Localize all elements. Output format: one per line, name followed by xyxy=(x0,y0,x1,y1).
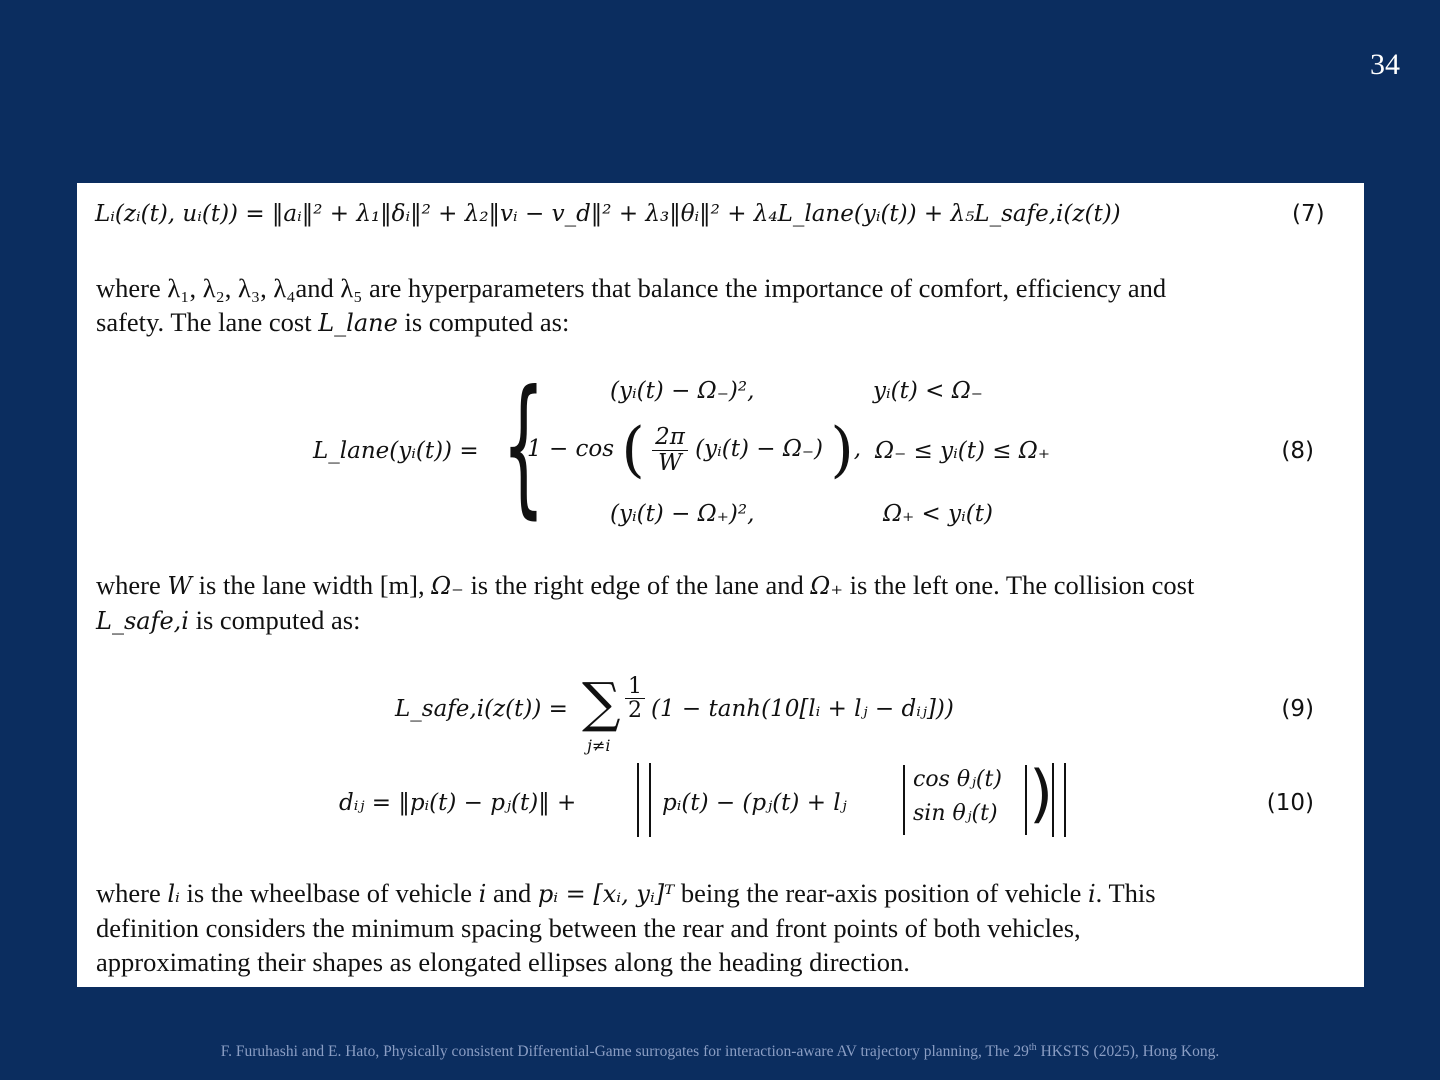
equation-7: Lᵢ(zᵢ(t), uᵢ(t)) = ‖aᵢ‖² + λ₁‖δᵢ‖² + λ₂‖vᵢ − v_d‖² + λ₃‖θᵢ‖² + λ₄L_lane(yᵢ(t)) + λ₅L_safe,i(z(t)) xyxy=(95,201,1121,227)
text: where xyxy=(96,878,161,908)
paragraph-line xyxy=(96,568,1316,603)
eq8-lhs: L_lane(yᵢ(t)) = xyxy=(313,438,479,464)
eq9-rhs: (1 − tanh(10[lᵢ + lⱼ − dᵢⱼ])) xyxy=(651,696,954,722)
text: where xyxy=(96,570,161,600)
eq10-norm-left xyxy=(637,763,651,837)
eq8-case2: 1 − cos ( $\frac{2\pi}{W}$ (yᵢ(t) − Ω₋) ), xyxy=(527,415,862,485)
fraction-numerator: 2π xyxy=(652,425,688,450)
matrix-row-cos: cos θⱼ(t) xyxy=(913,767,1002,792)
eq10-norm-right xyxy=(1052,763,1066,837)
fraction-denominator: 2 xyxy=(628,698,642,724)
eq8-cond3: Ω₊ < yᵢ(t) xyxy=(883,501,993,527)
math-text: 1 − cos xyxy=(527,436,615,462)
paren: ( xyxy=(621,415,645,485)
eq8-cond2: Ω₋ ≤ yᵢ(t) ≤ Ω₊ xyxy=(875,438,1051,464)
fraction-numerator: 1 xyxy=(625,675,645,699)
math-symbol: Ω₊ xyxy=(810,572,843,600)
content-panel xyxy=(77,183,1364,987)
footer-sup: th xyxy=(1028,1041,1037,1053)
footer-text: F. Furuhashi and E. Hato, Physically consistent Differential-Game surrogates for interaction-aware AV trajectory planning, The 29 xyxy=(220,1043,1029,1060)
text: is the wheelbase of vehicle xyxy=(186,878,473,908)
equation-8-number: (8) xyxy=(1281,438,1314,464)
paragraph-line xyxy=(96,876,1316,911)
text: and xyxy=(492,878,532,908)
text: is computed as: xyxy=(404,307,570,337)
eq8-brace: { xyxy=(502,359,545,533)
eq8-case3: (yᵢ(t) − Ω₊)², xyxy=(610,501,755,527)
paragraph-line: approximating their shapes as elongated ellipses along the heading direction. xyxy=(96,947,910,977)
math-symbol: Ω₋ xyxy=(431,572,464,600)
math-symbol: lᵢ xyxy=(167,880,180,908)
equation-9-number: (9) xyxy=(1281,696,1314,722)
text: being the rear-axis position of vehicle xyxy=(680,878,1082,908)
math-symbol: L_lane xyxy=(318,309,398,337)
text: . This xyxy=(1095,878,1156,908)
fraction-denominator: W xyxy=(658,449,682,476)
eq9-lhs: L_safe,i(z(t)) = xyxy=(395,696,568,722)
eq10-matrix xyxy=(903,765,1027,835)
math-symbol: W xyxy=(167,572,193,600)
equation-10-number: (10) xyxy=(1266,790,1314,816)
fraction xyxy=(652,425,688,474)
matrix-row-sin: sin θⱼ(t) xyxy=(913,801,998,826)
text: is computed as: xyxy=(195,605,361,635)
eq9-sum-sub: j≠i xyxy=(587,736,611,755)
footer-citation xyxy=(0,1042,1440,1061)
paragraph-line: where λ₁, λ₂, λ₃, λ₄and λ₅ are hyperparameters that balance the importance of comfort, efficiency and xyxy=(96,273,1167,303)
paragraph-line xyxy=(96,603,1316,638)
math-symbol: i xyxy=(1087,880,1096,908)
paren: ) xyxy=(830,415,854,485)
eq9-sum: ∑ xyxy=(582,671,621,734)
math-symbol: pᵢ = [xᵢ, yᵢ]ᵀ xyxy=(537,880,675,908)
paragraph-wheelbase xyxy=(96,876,1316,979)
footer-text: HKSTS (2025), Hong Kong. xyxy=(1036,1043,1220,1060)
fraction xyxy=(625,675,645,722)
math-symbol: L_safe,i xyxy=(96,607,189,635)
math-text: (yᵢ(t) − Ω₋) xyxy=(695,436,824,462)
text: safety. The lane cost xyxy=(96,307,312,337)
text: is the left one. The collision cost xyxy=(849,570,1195,600)
eq10-close: ) xyxy=(1029,757,1054,830)
eq8-case1: (yᵢ(t) − Ω₋)², xyxy=(610,378,755,404)
paragraph-line: definition considers the minimum spacing between the rear and front points of both vehicles, xyxy=(96,913,1081,943)
math-symbol: i xyxy=(478,880,487,908)
paragraph-line xyxy=(96,305,1316,340)
eq10-mid: pᵢ(t) − (pⱼ(t) + lⱼ xyxy=(662,790,847,816)
paragraph-lane-width xyxy=(96,568,1316,638)
eq8-cond1: yᵢ(t) < Ω₋ xyxy=(873,378,983,404)
text: is the lane width [m], xyxy=(198,570,425,600)
equation-7-number: (7) xyxy=(1292,201,1325,227)
paragraph-hyperparameters xyxy=(96,271,1316,340)
eq10-lhs: dᵢⱼ = ‖pᵢ(t) − pⱼ(t)‖ + xyxy=(339,790,577,816)
slide-number: 34 xyxy=(1370,48,1400,81)
text: is the right edge of the lane and xyxy=(470,570,804,600)
eq9-half xyxy=(625,675,645,722)
